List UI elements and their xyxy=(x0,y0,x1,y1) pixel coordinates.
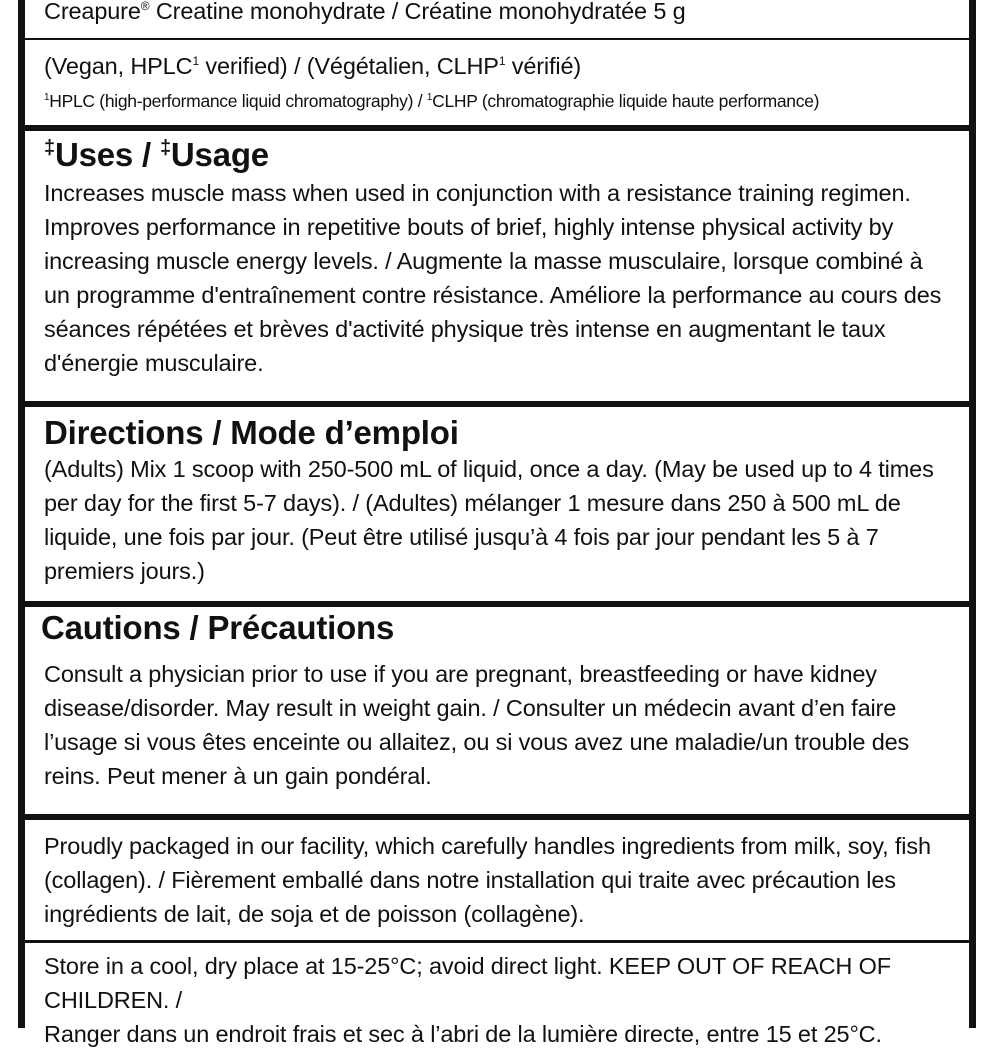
text-line: Store in a cool, dry place at 15-25°C; avoid direct light. KEEP OUT OF REACH OF CHILDREN. / xyxy=(44,953,891,1013)
text-line: un programme d'entraînement contre résistance. Améliore la performance au cours des xyxy=(44,282,942,308)
text-line: Improves performance in repetitive bouts of brief, highly intense physical activity by xyxy=(44,214,894,240)
cautions-section xyxy=(25,607,969,807)
storage-text xyxy=(44,949,953,1051)
text-line: l’usage si vous êtes enceinte ou allaitez, ou si vous avez une maladie/un trouble des xyxy=(44,729,910,755)
cautions-text xyxy=(44,657,953,793)
divider xyxy=(25,38,969,40)
product-label xyxy=(18,0,976,1047)
text-line: ingrédients de lait, de soja et de poisson (collagène). xyxy=(44,901,585,927)
directions-section xyxy=(25,407,969,601)
text-line: Ranger dans un endroit frais et sec à l’abri de la lumière directe, entre 15 et 25°C. xyxy=(44,1021,882,1047)
uses-text xyxy=(44,176,953,380)
text-line: premiers jours.) xyxy=(44,558,205,584)
ingredient-section xyxy=(25,0,969,125)
text-line: (Adults) Mix 1 scoop with 250-500 mL of liquid, once a day. (May be used up to 4 times xyxy=(44,456,934,482)
text-line: Proudly packaged in our facility, which carefully handles ingredients from milk, soy, fish xyxy=(44,833,931,859)
text-line: (collagen). / Fièrement emballé dans notre installation qui traite avec précaution les xyxy=(44,867,896,893)
storage-section xyxy=(25,943,969,1047)
text-line: séances répétées et brèves d'activité physique très intense en augmentant le taux xyxy=(44,316,886,342)
uses-section xyxy=(25,131,969,401)
uses-heading: ‡Uses / ‡Usage xyxy=(44,136,269,173)
text-line: Increases muscle mass when used in conjunction with a resistance training regimen. xyxy=(44,180,911,206)
text-line: d'énergie musculaire. xyxy=(44,350,264,376)
cautions-heading: Cautions / Précautions xyxy=(41,609,395,646)
directions-heading: Directions / Mode d’emploi xyxy=(44,414,459,451)
verification-note: (Vegan, HPLC$^1$ verified) / (Végétalien, CLHP$^1$ vérifié) xyxy=(44,53,582,79)
allergen-text xyxy=(44,829,953,931)
hplc-footnote: $^1$HPLC (high-performance liquid chromatography) / $^1$CLHP (chromatographie liquide haute performance) xyxy=(44,91,820,111)
text-line: reins. Peut mener à un gain pondéral. xyxy=(44,763,432,789)
text-line: disease/disorder. May result in weight gain. / Consulter un médecin avant d’en faire xyxy=(44,695,897,721)
text-line: liquide, une fois par jour. (Peut être utilisé jusqu’à 4 fois par jour pendant les 5 à 7 xyxy=(44,524,879,550)
allergen-section xyxy=(25,820,969,940)
text-line: Consult a physician prior to use if you are pregnant, breastfeeding or have kidney xyxy=(44,661,877,687)
text-line: per day for the first 5-7 days). / (Adultes) mélanger 1 mesure dans 250 à 500 mL de xyxy=(44,490,901,516)
text-line: increasing muscle energy levels. / Augmente la masse musculaire, lorsque combiné à xyxy=(44,248,923,274)
directions-text xyxy=(44,452,953,588)
ingredient-line: Creapure® Creatine monohydrate / Créatine monohydratée 5 g xyxy=(44,0,686,24)
